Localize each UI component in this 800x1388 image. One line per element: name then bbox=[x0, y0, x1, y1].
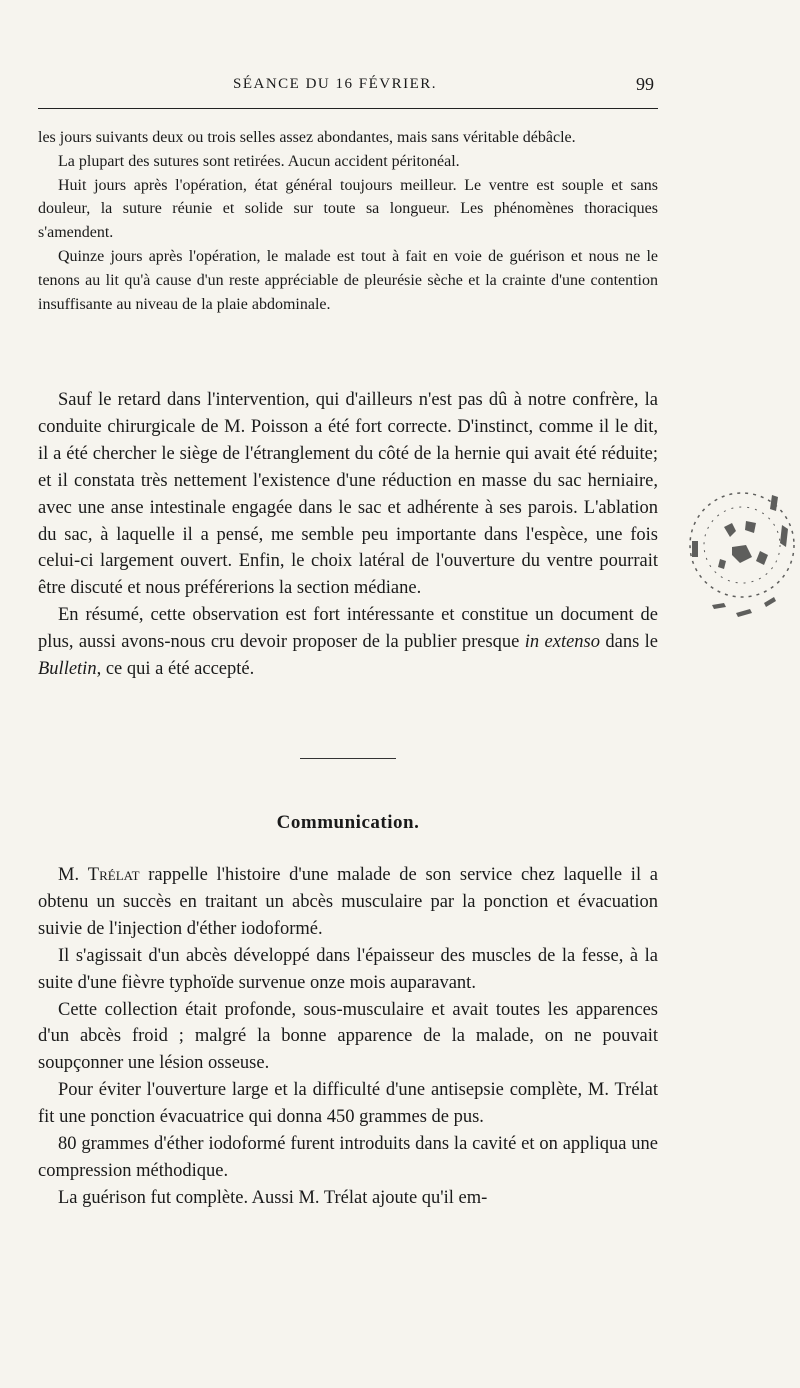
paragraph: La guérison fut complète. Aussi M. Trélat ajoute qu'il em- bbox=[58, 1187, 488, 1208]
speaker-name: Trélat bbox=[87, 865, 140, 885]
paragraph-text: rappelle l'histoire d'une malade de son service chez laquelle il a obtenu un succès en traitant un abcès musculaire par la ponction et évacuation suivie de l'injection d'éther iodoformé. bbox=[38, 865, 658, 939]
paragraph: les jours suivants deux ou trois selles assez abondantes, mais sans véritable débâcle. bbox=[38, 129, 576, 146]
commentary bbox=[38, 387, 658, 683]
header-rule bbox=[38, 108, 658, 109]
running-title: SÉANCE DU 16 FÉVRIER. bbox=[233, 76, 438, 92]
observation-notes bbox=[38, 126, 658, 316]
paragraph: Quinze jours après l'opération, le malade est tout à fait en voie de guérison et nous ne le tenons au lit qu'à cause d'un reste appréciable de pleurésie sèche et la crainte d'une contention insuffisante au niveau de la plaie abdominale. bbox=[38, 247, 658, 313]
page-number: 99 bbox=[636, 74, 654, 94]
paragraph: Huit jours après l'opération, état général toujours meilleur. Le ventre est souple et sans douleur, la suture réunie et solide sur toute sa longueur. Les phénomènes thoraciques s'amendent. bbox=[38, 176, 658, 242]
section-divider bbox=[300, 758, 396, 759]
library-stamp-icon bbox=[672, 455, 798, 635]
italic-phrase: in extenso bbox=[524, 632, 600, 653]
summary-paragraph bbox=[38, 602, 658, 683]
paragraph: Pour éviter l'ouverture large et la difficulté d'une antisepsie complète, M. Trélat fit une ponction évacuatrice qui donna 450 grammes de pus. bbox=[38, 1080, 658, 1128]
communication-body bbox=[38, 862, 658, 1212]
summary-text: En résumé, cette observation est fort intéressante et constitue un document de plus, aussi avons-nous cru devoir proposer de la publier presque bbox=[38, 605, 658, 653]
summary-text: , ce qui a été accepté. bbox=[96, 659, 255, 680]
running-head bbox=[38, 72, 658, 98]
paragraph: Sauf le retard dans l'intervention, qui d'ailleurs n'est pas dû à notre confrère, la conduite chirurgicale de M. Poisson a été fort correcte. D'instinct, comme il le dit, il a été chercher le siège de l'étranglement du côté de la hernie qui avait été réduite; et il constata très nettement l'existence d'une réduction en masse du sac herniaire, avec une anse intestinale engagée dans le sac et adhérente à ses parois. L'ablation du sac, à laquelle il a pensé, me semble peu importante dans l'espèce, une fois celui-ci largement ouvert. Enfin, le choix latéral de l'ouverture du ventre pourrait être discuté et nous préférerions la section médiane. bbox=[38, 390, 658, 599]
bulletin-title: Bulletin bbox=[38, 659, 97, 680]
paragraph: 80 grammes d'éther iodoformé furent introduits dans la cavité et on appliqua une compression méthodique. bbox=[38, 1134, 658, 1181]
paragraph bbox=[38, 862, 658, 943]
speaker-prefix: M. bbox=[58, 865, 88, 885]
paragraph: La plupart des sutures sont retirées. Aucun accident péritonéal. bbox=[58, 152, 460, 170]
paragraph: Cette collection était profonde, sous-musculaire et avait toutes les apparences d'un abcès froid ; malgré la bonne apparence de la malade, on ne pouvait soupçonner une lésion osseuse. bbox=[38, 999, 658, 1074]
paragraph: Il s'agissait d'un abcès développé dans l'épaisseur des muscles de la fesse, à la suite d'une fièvre typhoïde survenue onze mois auparavant. bbox=[38, 945, 658, 993]
summary-text: dans le bbox=[600, 632, 658, 653]
section-heading: Communication. bbox=[276, 812, 420, 833]
